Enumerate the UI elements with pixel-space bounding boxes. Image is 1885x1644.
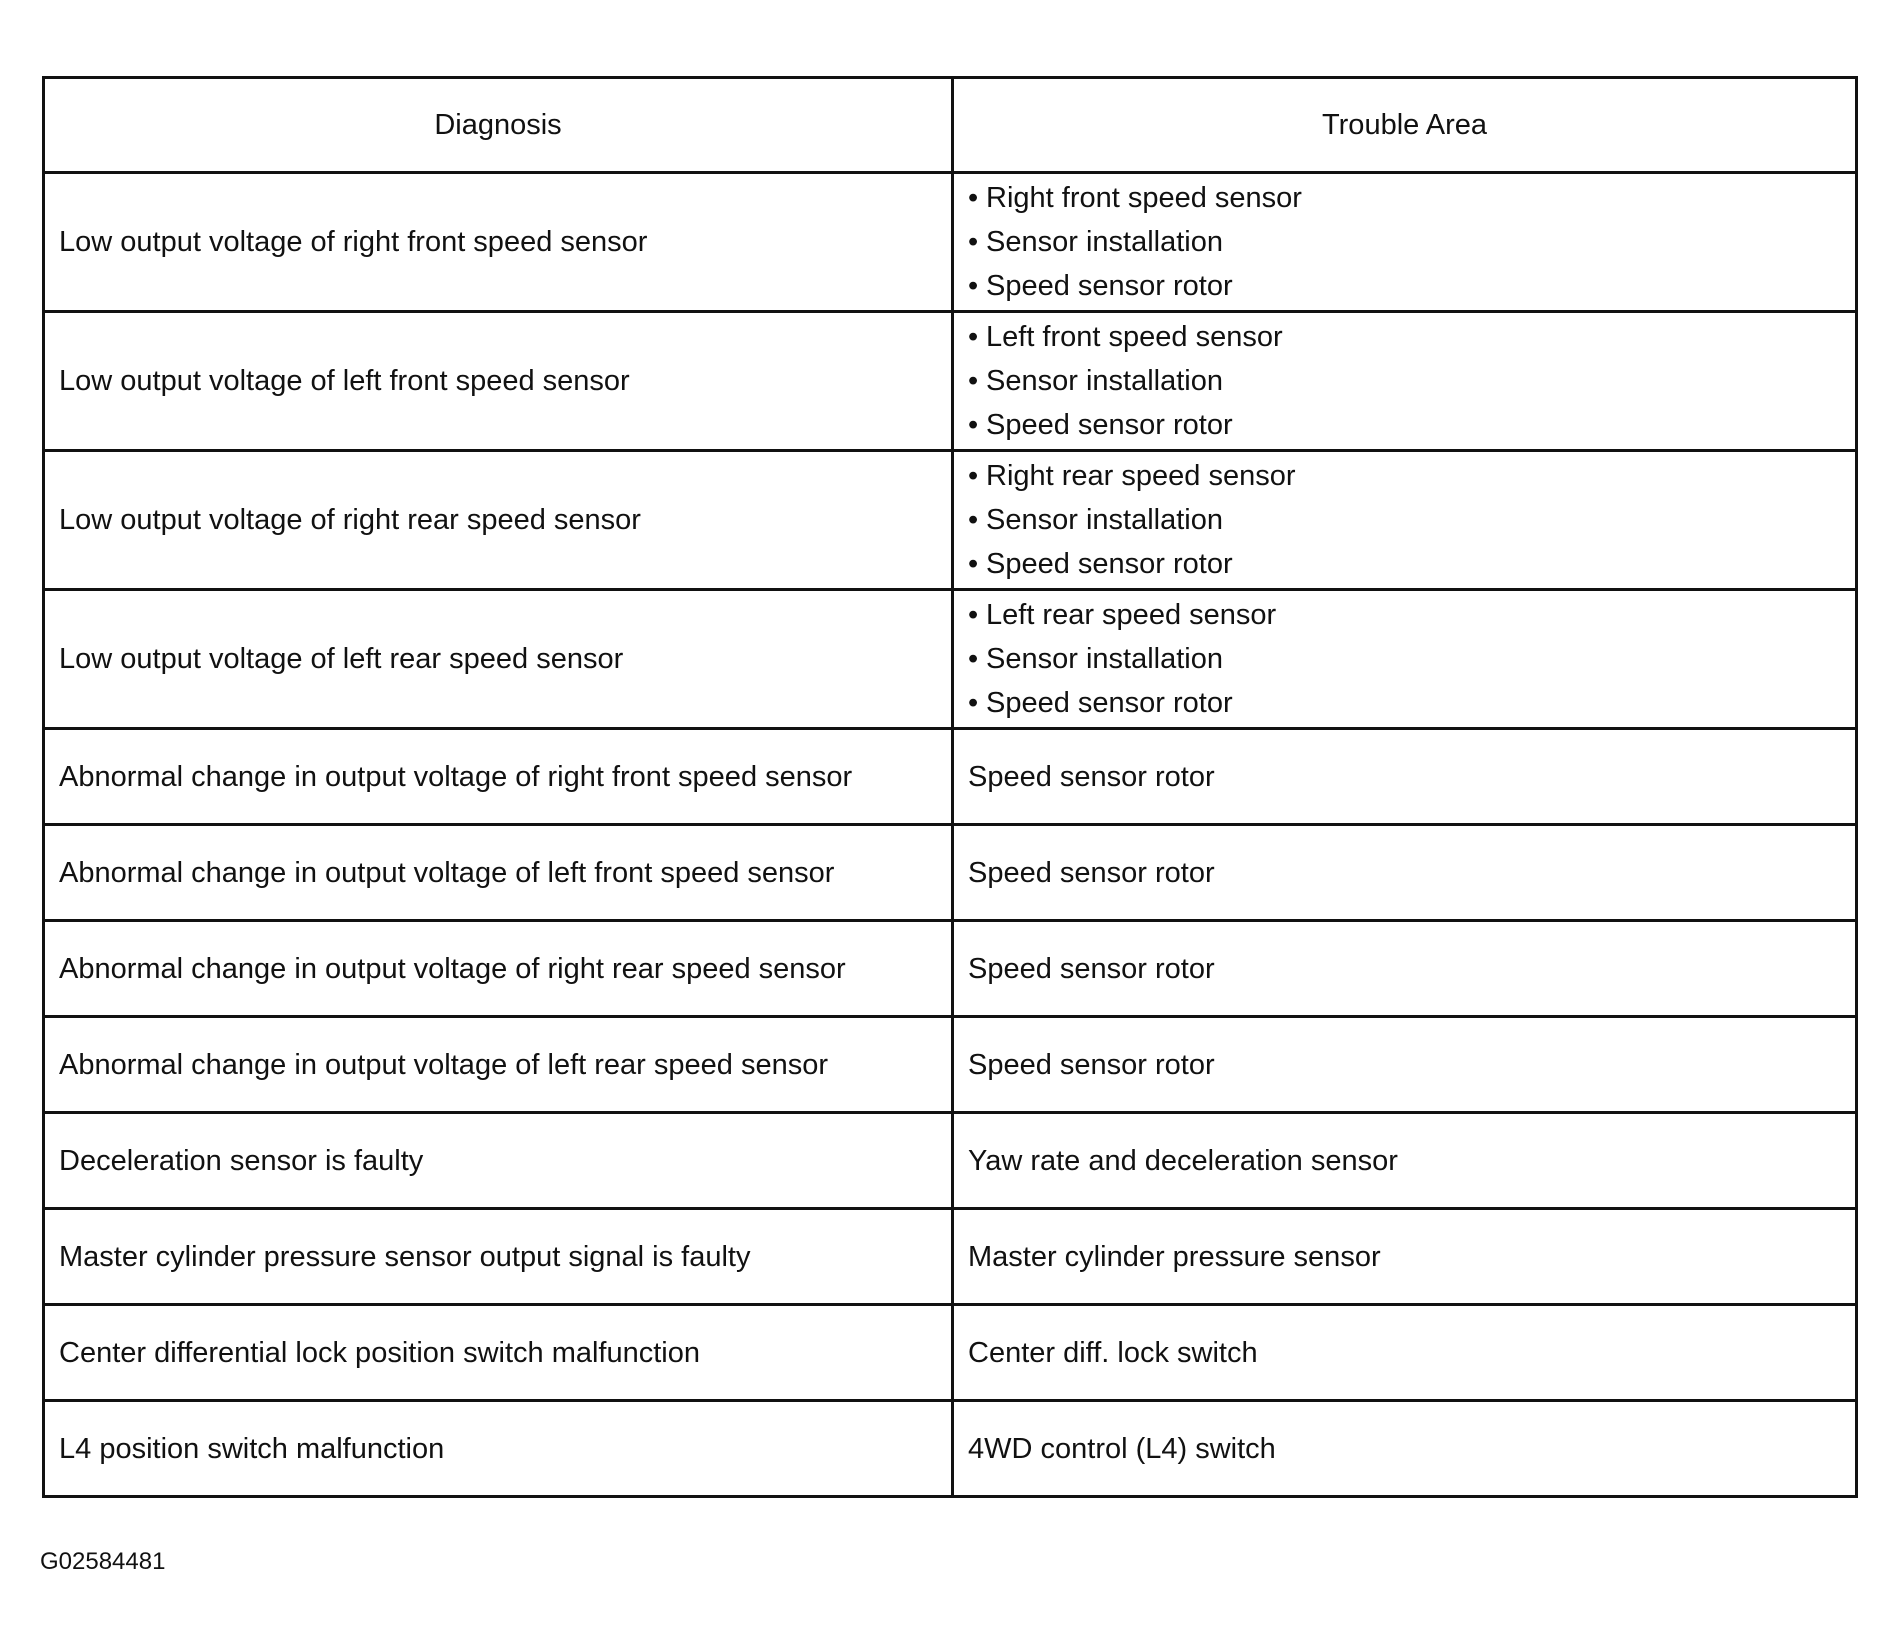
diagnosis-table [42, 76, 1858, 1498]
table-row [44, 825, 1857, 921]
table-row [44, 451, 1857, 590]
trouble-area-item: • Sensor installation [968, 498, 1841, 542]
diagnosis-cell: Master cylinder pressure sensor output signal is faulty [44, 1209, 953, 1305]
trouble-area-cell: 4WD control (L4) switch [953, 1401, 1857, 1497]
table-row [44, 590, 1857, 729]
diagnosis-cell: Low output voltage of left front speed sensor [44, 312, 953, 451]
trouble-area-item: • Left front speed sensor [968, 315, 1841, 359]
diagnosis-cell: Abnormal change in output voltage of left rear speed sensor [44, 1017, 953, 1113]
figure-id: G02584481 [40, 1548, 166, 1575]
trouble-area-cell: Speed sensor rotor [953, 825, 1857, 921]
diagnosis-cell: Deceleration sensor is faulty [44, 1113, 953, 1209]
diagnosis-cell: Center differential lock position switch malfunction [44, 1305, 953, 1401]
trouble-area-item: • Speed sensor rotor [968, 542, 1841, 586]
trouble-area-cell: Yaw rate and deceleration sensor [953, 1113, 1857, 1209]
trouble-area-item: • Speed sensor rotor [968, 681, 1841, 725]
diagnosis-cell: Abnormal change in output voltage of right rear speed sensor [44, 921, 953, 1017]
trouble-area-item: • Sensor installation [968, 359, 1841, 403]
table-row [44, 1209, 1857, 1305]
trouble-area-item: • Sensor installation [968, 220, 1841, 264]
table-row [44, 1305, 1857, 1401]
trouble-area-cell: Center diff. lock switch [953, 1305, 1857, 1401]
trouble-area-item: • Right rear speed sensor [968, 454, 1841, 498]
diagnosis-cell: Abnormal change in output voltage of right front speed sensor [44, 729, 953, 825]
diagnosis-cell: L4 position switch malfunction [44, 1401, 953, 1497]
trouble-area-cell: Speed sensor rotor [953, 1017, 1857, 1113]
diagnosis-cell: Low output voltage of left rear speed sensor [44, 590, 953, 729]
table-row [44, 921, 1857, 1017]
trouble-area-item: • Right front speed sensor [968, 176, 1841, 220]
table-row [44, 729, 1857, 825]
table-row [44, 1017, 1857, 1113]
trouble-area-item: • Sensor installation [968, 637, 1841, 681]
header-trouble-area: Trouble Area [953, 78, 1857, 173]
table-row [44, 173, 1857, 312]
table-row [44, 1401, 1857, 1497]
trouble-area-cell: Speed sensor rotor [953, 921, 1857, 1017]
trouble-area-item: • Speed sensor rotor [968, 264, 1841, 308]
trouble-area-list [968, 593, 1841, 725]
trouble-area-cell [953, 312, 1857, 451]
trouble-area-cell [953, 451, 1857, 590]
trouble-area-cell [953, 590, 1857, 729]
header-diagnosis: Diagnosis [44, 78, 953, 173]
trouble-area-item: • Left rear speed sensor [968, 593, 1841, 637]
trouble-area-list [968, 454, 1841, 586]
diagnosis-cell: Low output voltage of right front speed sensor [44, 173, 953, 312]
trouble-area-item: • Speed sensor rotor [968, 403, 1841, 447]
table-header-row [44, 78, 1857, 173]
table-row [44, 1113, 1857, 1209]
trouble-area-list [968, 176, 1841, 308]
table-row [44, 312, 1857, 451]
trouble-area-cell: Speed sensor rotor [953, 729, 1857, 825]
trouble-area-cell: Master cylinder pressure sensor [953, 1209, 1857, 1305]
trouble-area-cell [953, 173, 1857, 312]
diagnosis-cell: Abnormal change in output voltage of left front speed sensor [44, 825, 953, 921]
trouble-area-list [968, 315, 1841, 447]
diagnosis-cell: Low output voltage of right rear speed sensor [44, 451, 953, 590]
